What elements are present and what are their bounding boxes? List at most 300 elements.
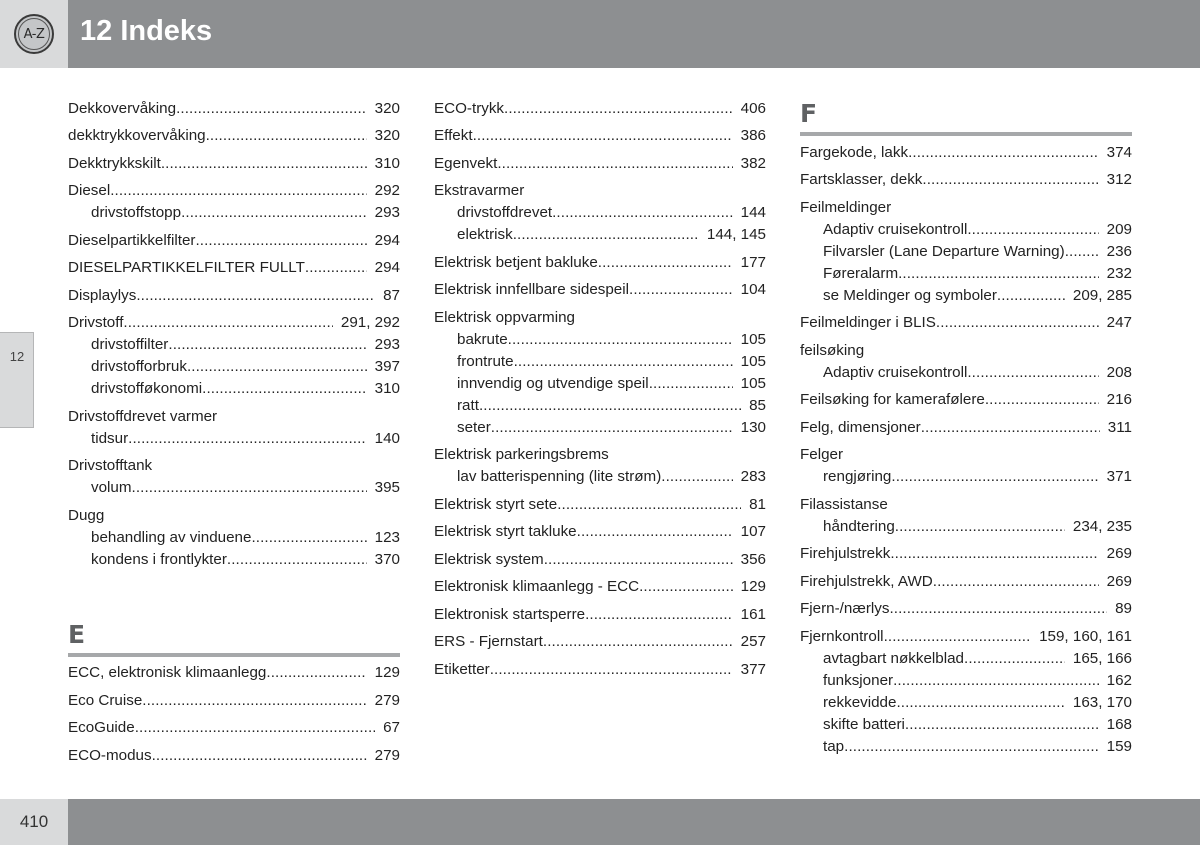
- page-reference: 283: [740, 468, 766, 485]
- index-subentry: [800, 516, 1132, 538]
- dot-leader: [513, 224, 699, 246]
- subentry-text: tidsur: [91, 429, 129, 447]
- index-entry-line: [68, 230, 400, 252]
- subentry-text: Adaptiv cruisekontroll: [823, 220, 968, 238]
- page-reference: 140: [374, 429, 400, 447]
- entry-text: Drivstofftank: [68, 457, 153, 474]
- index-entry-line: [434, 631, 766, 653]
- index-entry: [68, 505, 400, 571]
- page-reference: 85: [749, 396, 766, 414]
- dot-leader: [504, 98, 733, 120]
- page-reference: 162: [1106, 671, 1132, 689]
- page-reference: 81: [749, 495, 766, 513]
- page-reference: 257: [740, 633, 766, 650]
- entry-text: Dekkovervåking: [68, 99, 177, 117]
- page-footer: [0, 799, 1200, 845]
- dot-leader: [206, 125, 367, 147]
- dot-leader: [908, 142, 1099, 164]
- index-subentry: [800, 670, 1132, 692]
- entry-text: Eco Cruise: [68, 691, 143, 709]
- page-reference: 320: [374, 99, 400, 117]
- subentry-text: Adaptiv cruisekontroll: [823, 363, 968, 381]
- page-reference: 356: [740, 550, 766, 568]
- index-entry-line: [800, 312, 1132, 334]
- page-reference: 104: [740, 281, 766, 298]
- page-reference: 320: [374, 127, 400, 144]
- subentry-text: rengjøring: [823, 468, 892, 485]
- dot-leader: [135, 717, 375, 739]
- index-entry-line: [434, 576, 766, 598]
- dot-leader: [1065, 241, 1099, 263]
- index-entry-line: [800, 494, 1132, 516]
- dot-leader: [933, 571, 1099, 593]
- index-subentry: [68, 334, 400, 356]
- dot-leader: [985, 389, 1099, 411]
- dot-leader: [251, 527, 366, 549]
- dot-leader: [552, 202, 733, 224]
- index-entry: [68, 745, 400, 767]
- page-reference: 216: [1106, 391, 1132, 408]
- index-entry-line: [800, 142, 1132, 164]
- subentry-text: drivstoffstopp: [91, 204, 182, 221]
- index-entry: [434, 576, 766, 598]
- index-entry: [800, 340, 1132, 384]
- index-entry: [68, 455, 400, 499]
- page-reference: 105: [740, 352, 766, 370]
- dot-leader: [898, 263, 1099, 285]
- entry-text: Etiketter: [434, 660, 490, 678]
- page-reference: 310: [374, 380, 400, 397]
- page-reference: 209: [1106, 220, 1132, 238]
- entry-text: Fartsklasser, dekk: [800, 171, 923, 188]
- page-reference: 374: [1106, 143, 1132, 161]
- page-reference: 294: [374, 231, 400, 249]
- index-subentry: [800, 241, 1132, 263]
- dot-leader: [152, 745, 367, 767]
- subentry-text: se Meldinger og symboler: [823, 286, 997, 304]
- section-divider: [800, 132, 1132, 136]
- index-entry-line: [800, 417, 1132, 439]
- index-entry: [800, 444, 1132, 488]
- dot-leader: [884, 626, 1032, 648]
- index-entry-line: [68, 745, 400, 767]
- index-entry: [434, 252, 766, 274]
- entry-text: Elektrisk styrt sete: [434, 495, 558, 513]
- dot-leader: [195, 230, 366, 252]
- subentry-text: ratt: [457, 396, 479, 414]
- entry-text: Elektrisk betjent bakluke: [434, 253, 598, 271]
- page-reference: 232: [1106, 264, 1132, 282]
- index-entry: [800, 197, 1132, 307]
- dot-leader: [661, 466, 732, 488]
- dot-leader: [895, 516, 1065, 538]
- page-reference: 89: [1115, 600, 1132, 617]
- index-subentry: [68, 477, 400, 499]
- subentry-text: skifte batteri: [823, 715, 905, 733]
- index-entry: [68, 230, 400, 252]
- dot-leader: [227, 549, 367, 571]
- entry-text: Elektrisk innfellbare sidespeil: [434, 281, 629, 298]
- index-subentry: [800, 692, 1132, 714]
- page-reference: 105: [740, 374, 766, 392]
- dot-leader: [508, 329, 733, 351]
- index-entry-line: [434, 279, 766, 301]
- entry-text: EcoGuide: [68, 719, 135, 736]
- page-reference: 247: [1106, 314, 1132, 331]
- dot-leader: [168, 334, 366, 356]
- page-reference: 371: [1106, 468, 1132, 485]
- index-entry: [800, 543, 1132, 565]
- dot-leader: [176, 98, 367, 120]
- index-entry: [68, 690, 400, 712]
- chapter-side-tab-label: 12: [9, 349, 25, 364]
- page-reference: 123: [374, 528, 400, 546]
- index-entry: [434, 521, 766, 543]
- dot-leader: [543, 631, 733, 653]
- page-reference: 279: [374, 691, 400, 709]
- page-reference: 130: [740, 418, 766, 436]
- dot-leader: [132, 477, 367, 499]
- index-entry: [434, 153, 766, 175]
- page-reference: 293: [374, 204, 400, 221]
- index-entry: [434, 494, 766, 516]
- index-entry: [800, 598, 1132, 620]
- entry-text: Displaylys: [68, 286, 137, 304]
- page-reference: 310: [374, 154, 400, 172]
- entry-text: Firehjulstrekk: [800, 545, 891, 562]
- index-entry-line: [434, 659, 766, 681]
- index-subentry: [434, 395, 766, 417]
- dot-leader: [473, 125, 733, 147]
- dot-leader: [577, 521, 733, 543]
- page-reference: 129: [374, 664, 400, 681]
- index-entry-line: [434, 98, 766, 120]
- index-entry-line: [800, 598, 1132, 620]
- index-subentry: [800, 263, 1132, 285]
- index-entry-line: [800, 626, 1132, 648]
- dot-leader: [123, 312, 332, 334]
- page-reference: 67: [383, 719, 400, 736]
- dot-leader: [110, 180, 366, 202]
- subentry-text: drivstofføkonomi: [91, 380, 203, 397]
- index-entry-line: [434, 494, 766, 516]
- dot-leader: [266, 662, 366, 684]
- subentry-text: drivstoffilter: [91, 336, 169, 353]
- section-divider: [68, 653, 400, 657]
- dot-leader: [964, 648, 1065, 670]
- subentry-text: lav batterispenning (lite strøm): [457, 468, 662, 485]
- subentry-text: drivstoffdrevet: [457, 204, 553, 221]
- index-entry: [434, 604, 766, 626]
- index-entry: [800, 389, 1132, 411]
- index-entry: [800, 626, 1132, 758]
- subentry-text: Filvarsler (Lane Departure Warning): [823, 242, 1065, 260]
- entry-text: Dekktrykkskilt: [68, 154, 161, 172]
- page-reference: 234, 235: [1072, 517, 1132, 535]
- index-entry: [800, 169, 1132, 191]
- subentry-text: funksjoner: [823, 671, 894, 689]
- dot-leader: [142, 690, 366, 712]
- index-subentry: [800, 362, 1132, 384]
- dot-leader: [305, 257, 367, 279]
- page-reference: 129: [740, 578, 766, 595]
- page-reference: 236: [1106, 242, 1132, 260]
- index-entry-line: [800, 340, 1132, 362]
- chapter-header: [0, 0, 1200, 68]
- entry-text: DIESELPARTIKKELFILTER FULLT: [68, 259, 305, 276]
- page-reference: 87: [383, 286, 400, 304]
- index-entry-line: [434, 307, 766, 329]
- index-entry: [68, 98, 400, 120]
- index-entry-line: [68, 455, 400, 477]
- dot-leader: [891, 466, 1098, 488]
- page-reference: 377: [740, 660, 766, 678]
- entry-text: Elektronisk startsperre: [434, 605, 586, 623]
- index-subentry: [800, 736, 1132, 758]
- entry-text: Fjernkontroll: [800, 627, 884, 645]
- index-entry: [68, 285, 400, 307]
- index-subentry: [800, 648, 1132, 670]
- dot-leader: [514, 351, 733, 373]
- subentry-text: Føreralarm: [823, 264, 899, 282]
- index-entry: [800, 494, 1132, 538]
- index-subentry: [68, 428, 400, 450]
- dot-leader: [844, 736, 1099, 758]
- index-entry-line: [800, 543, 1132, 565]
- entry-text: ERS - Fjernstart: [434, 633, 543, 650]
- dot-leader: [936, 312, 1099, 334]
- index-entry-line: [800, 169, 1132, 191]
- entry-text: dekktrykkovervåking: [68, 127, 206, 144]
- index-entry-line: [434, 604, 766, 626]
- dot-leader: [585, 604, 733, 626]
- index-entry-line: [68, 153, 400, 175]
- subentry-text: avtagbart nøkkelblad: [823, 649, 964, 667]
- section-heading: [68, 619, 400, 657]
- index-entry-line: [800, 197, 1132, 219]
- index-entry: [434, 180, 766, 246]
- index-entry-line: [800, 444, 1132, 466]
- dot-leader: [544, 549, 733, 571]
- subentry-text: seter: [457, 418, 491, 436]
- index-column-3: [800, 92, 1132, 758]
- page-reference: 107: [740, 523, 766, 540]
- index-entry-line: [800, 389, 1132, 411]
- page-reference: 386: [740, 127, 766, 144]
- index-entry-line: [434, 444, 766, 466]
- page-reference: 291, 292: [340, 314, 400, 331]
- dot-leader: [490, 659, 733, 681]
- index-entry: [800, 312, 1132, 334]
- a-z-index-icon: [14, 14, 54, 54]
- index-entry-line: [68, 98, 400, 120]
- index-entry: [434, 307, 766, 439]
- index-entry-line: [68, 717, 400, 739]
- dot-leader: [187, 356, 367, 378]
- entry-text: Drivstoff: [68, 314, 124, 331]
- page-reference: 406: [740, 99, 766, 117]
- index-entry: [434, 549, 766, 571]
- index-subentry: [68, 202, 400, 224]
- dot-leader: [491, 417, 733, 439]
- page-reference: 177: [740, 253, 766, 271]
- dot-leader: [649, 373, 733, 395]
- index-entry-line: [800, 571, 1132, 593]
- subentry-text: rekkevidde: [823, 693, 897, 711]
- entry-text: Felger: [800, 446, 844, 463]
- index-entry: [68, 257, 400, 279]
- subentry-text: elektrisk: [457, 226, 513, 243]
- index-subentry: [68, 378, 400, 400]
- index-subentry: [68, 356, 400, 378]
- subentry-text: drivstofforbruk: [91, 358, 187, 375]
- index-entry-line: [68, 662, 400, 684]
- page-reference: 209, 285: [1072, 286, 1132, 304]
- index-subentry: [800, 219, 1132, 241]
- index-column-1: [68, 92, 400, 767]
- page-reference: 312: [1106, 171, 1132, 188]
- page-reference: 165, 166: [1072, 649, 1132, 667]
- subentry-text: tap: [823, 737, 845, 755]
- index-entry: [68, 180, 400, 224]
- index-entry-line: [434, 180, 766, 202]
- entry-text: Feilmeldinger i BLIS: [800, 314, 936, 331]
- index-entry-line: [434, 549, 766, 571]
- page-reference: 382: [740, 154, 766, 172]
- index-subentry: [68, 527, 400, 549]
- dot-leader: [893, 670, 1099, 692]
- index-entry-line: [68, 505, 400, 527]
- index-entry-line: [68, 180, 400, 202]
- index-entry-line: [68, 406, 400, 428]
- section-letter: E: [68, 619, 86, 649]
- page-reference: 144: [740, 204, 766, 221]
- index-subentry: [434, 373, 766, 395]
- dot-leader: [161, 153, 367, 175]
- page-reference: 159, 160, 161: [1039, 627, 1132, 645]
- a-z-icon-label: A-Z: [18, 18, 50, 50]
- index-subentry: [68, 549, 400, 571]
- index-entry: [434, 98, 766, 120]
- dot-leader: [136, 285, 375, 307]
- entry-text: Elektrisk styrt takluke: [434, 523, 577, 540]
- entry-text: Elektrisk parkeringsbrems: [434, 446, 609, 463]
- section-heading: [800, 98, 1132, 136]
- index-subentry: [800, 466, 1132, 488]
- page-reference: 294: [374, 259, 400, 276]
- page-reference: 293: [374, 336, 400, 353]
- page-number: 410: [0, 799, 68, 845]
- entry-text: ECC, elektronisk klimaanlegg: [68, 664, 267, 681]
- index-entry: [68, 662, 400, 684]
- subentry-text: bakrute: [457, 330, 508, 348]
- index-entry-line: [68, 690, 400, 712]
- page-reference: 208: [1106, 363, 1132, 381]
- page-reference: 292: [374, 182, 400, 199]
- dot-leader: [479, 395, 741, 417]
- index-entry: [434, 444, 766, 488]
- entry-text: Elektrisk oppvarming: [434, 308, 575, 326]
- index-entry-line: [434, 153, 766, 175]
- dot-leader: [598, 252, 733, 274]
- entry-text: Firehjulstrekk, AWD: [800, 572, 933, 590]
- dot-leader: [896, 692, 1064, 714]
- subentry-text: behandling av vinduene: [91, 528, 252, 546]
- entry-text: Feilsøking for kamerafølere: [800, 391, 985, 408]
- page-reference: 168: [1106, 715, 1132, 733]
- index-subentry: [434, 466, 766, 488]
- entry-text: Dugg: [68, 506, 105, 524]
- index-entry: [800, 571, 1132, 593]
- entry-text: ECO-modus: [68, 746, 152, 764]
- index-entry: [68, 406, 400, 450]
- entry-text: Effekt: [434, 127, 473, 144]
- index-entry: [434, 659, 766, 681]
- dot-leader: [905, 714, 1099, 736]
- dot-leader: [202, 378, 367, 400]
- page-reference: 269: [1106, 572, 1132, 590]
- entry-text: Drivstoffdrevet varmer: [68, 407, 218, 425]
- entry-text: Diesel: [68, 182, 111, 199]
- index-entry: [68, 153, 400, 175]
- entry-text: Egenvekt: [434, 154, 498, 172]
- index-subentry: [434, 351, 766, 373]
- dot-leader: [128, 428, 367, 450]
- index-entry: [434, 279, 766, 301]
- page-title: 12 Indeks: [80, 15, 213, 47]
- entry-text: Dieselpartikkelfilter: [68, 231, 196, 249]
- index-entry-line: [434, 252, 766, 274]
- dot-leader: [497, 153, 732, 175]
- entry-text: Felg, dimensjoner: [800, 418, 921, 436]
- entry-text: feilsøking: [800, 341, 865, 359]
- entry-text: Filassistanse: [800, 495, 888, 513]
- index-column-2: [434, 92, 766, 681]
- dot-leader: [921, 417, 1100, 439]
- header-icon-tab: [0, 0, 68, 68]
- index-subentry: [434, 329, 766, 351]
- index-subentry: [800, 714, 1132, 736]
- page-reference: 159: [1106, 737, 1132, 755]
- dot-leader: [967, 362, 1098, 384]
- index-entry-line: [68, 125, 400, 147]
- section-letter: F: [800, 99, 818, 128]
- index-entry-line: [434, 125, 766, 147]
- dot-leader: [557, 494, 741, 516]
- dot-leader: [967, 219, 1098, 241]
- page-reference: 163, 170: [1072, 693, 1132, 711]
- entry-text: ECO-trykk: [434, 99, 505, 117]
- index-entry-line: [68, 285, 400, 307]
- dot-leader: [997, 285, 1065, 307]
- index-subentry: [434, 224, 766, 246]
- index-entry: [800, 142, 1132, 164]
- subentry-text: volum: [91, 479, 132, 496]
- dot-leader: [889, 598, 1107, 620]
- entry-text: Fargekode, lakk: [800, 143, 909, 161]
- index-entry-line: [68, 312, 400, 334]
- entry-text: Elektronisk klimaanlegg - ECC: [434, 578, 640, 595]
- page-reference: 395: [374, 479, 400, 496]
- page-reference: 370: [374, 550, 400, 568]
- index-entry-line: [68, 257, 400, 279]
- index-entry: [434, 125, 766, 147]
- dot-leader: [181, 202, 367, 224]
- page-reference: 311: [1107, 418, 1132, 436]
- index-entry: [68, 717, 400, 739]
- dot-leader: [922, 169, 1098, 191]
- page-reference: 105: [740, 330, 766, 348]
